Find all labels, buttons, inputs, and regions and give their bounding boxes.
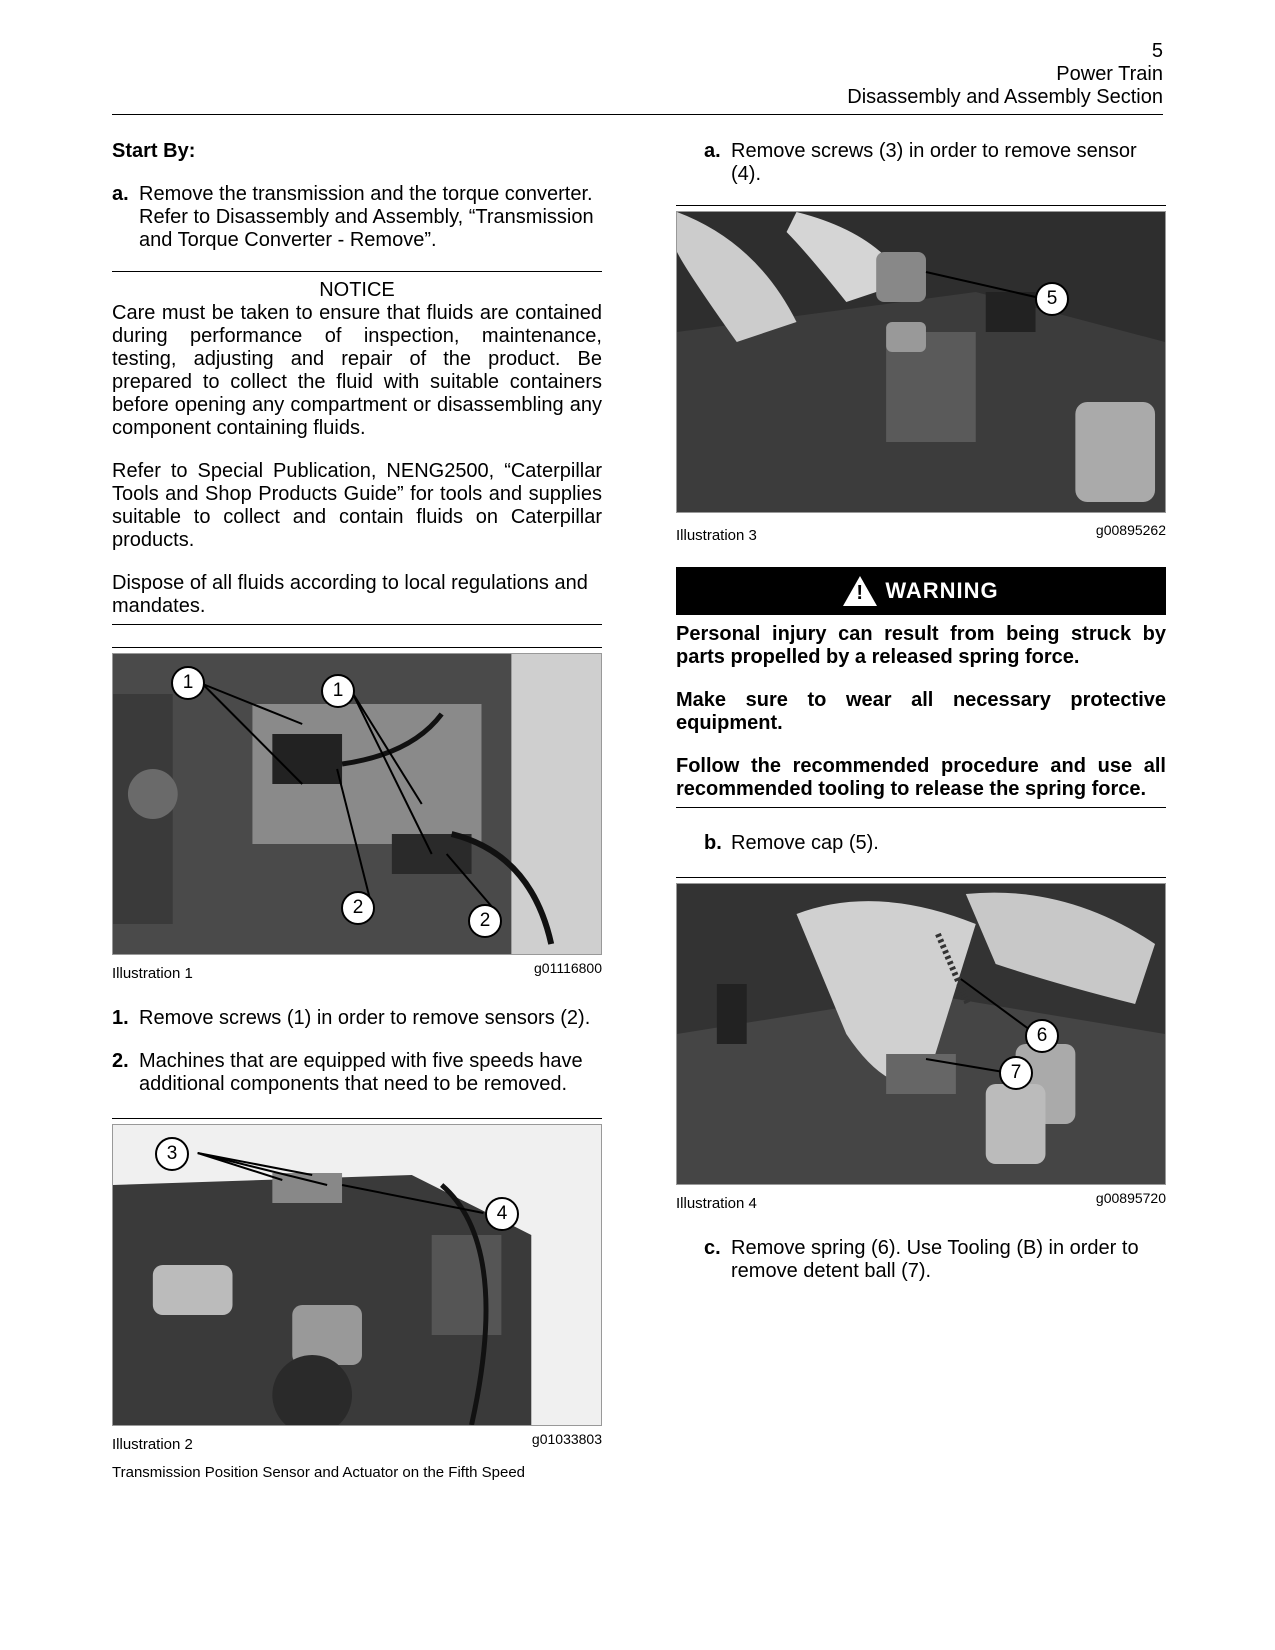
step-text: Remove the transmission and the torque converter. Refer to Disassembly and Assembly, “Transmission and Torque Converter - Remove”. [139,183,594,251]
step-label: a. [112,183,129,205]
figure3-rule [676,205,1166,206]
warning-paragraph-2: Make sure to wear all necessary protective equipment. [676,689,1166,734]
figure4-rule [676,877,1166,878]
notice-paragraph-3: Dispose of all fluids according to local regulations and mandates. [112,572,588,617]
step-text: Machines that are equipped with five speeds have additional components that need to be removed. [139,1050,583,1095]
callout-1b: 1 [321,674,355,708]
figure2-rule [112,1118,602,1119]
document-title: Power Train [1056,63,1163,85]
start-step [112,183,602,252]
illustration-code: g00895262 [1095,522,1166,538]
illustration-label: Illustration 1 [112,965,193,982]
notice-box [112,272,602,618]
illustration-code: g00895720 [1095,1190,1166,1206]
callout-6: 6 [1025,1019,1059,1053]
section-title: Disassembly and Assembly Section [847,86,1163,108]
left-column [112,140,602,1482]
warning-title: WARNING [885,578,999,603]
callout-4: 4 [485,1197,519,1231]
header-rule [112,114,1163,115]
step-text: Remove cap (5). [731,832,879,854]
illustration-2-subcaption: Transmission Position Sensor and Actuator on the Fifth Speed [112,1464,526,1481]
illustration-code: g01116800 [534,960,602,976]
illustration-3-image [676,211,1166,513]
illustration-3-caption [676,522,1166,545]
callout-1a: 1 [171,666,205,700]
step-label: a. [704,140,721,162]
warning-triangle-icon: ! [843,576,877,606]
step-text: Remove screws (3) in order to remove sensor (4). [731,140,1137,185]
step-a [704,140,1166,186]
illustration-label: Illustration 2 [112,1436,193,1453]
page-number: 5 [1151,40,1163,62]
callout-2b: 2 [468,904,502,938]
illustration-code: g01033803 [531,1431,602,1447]
step-1 [112,1007,602,1030]
illustration-2-caption [112,1431,602,1454]
callout-2a: 2 [341,891,375,925]
step-c [704,1237,1166,1283]
step-label: b. [704,832,722,854]
illustration-label: Illustration 4 [676,1195,757,1212]
illustration-4-image [676,883,1166,1185]
step-label: 1. [112,1007,129,1029]
illustration-1-caption [112,960,602,983]
warning-bottom-rule [676,807,1166,808]
figure1-rule [112,647,602,648]
notice-paragraph-2: Refer to Special Publication, NENG2500, “Caterpillar Tools and Shop Products Guide” for tools and supplies suitable to collect and contain fluids on Caterpillar products. [112,460,602,551]
callout-5: 5 [1035,282,1069,316]
start-by-heading: Start By: [112,140,196,162]
callout-3: 3 [155,1137,189,1171]
page-header [847,40,1163,109]
illustration-2-image [112,1124,602,1426]
notice-paragraph-1: Care must be taken to ensure that fluids are contained during performance of inspection, maintenance, testing, adjusting and repair of the product. Be prepared to collect the fluid with suitable containers before opening any compartment or disassembling any component containing fluids. [112,302,602,439]
warning-paragraph-3: Follow the recommended procedure and use all recommended tooling to release the spring force. [676,755,1166,800]
illustration-4-caption [676,1190,1166,1213]
step-text: Remove screws (1) in order to remove sensors (2). [139,1007,591,1029]
callout-7: 7 [999,1056,1033,1090]
step-label: 2. [112,1050,129,1072]
illustration-1-image [112,653,602,955]
warning-banner [676,567,1166,615]
step-label: c. [704,1237,721,1259]
illustration-label: Illustration 3 [676,527,757,544]
warning-paragraph-1: Personal injury can result from being struck by parts propelled by a released spring force. [676,623,1166,668]
right-column [676,140,1166,1283]
step-text: Remove spring (6). Use Tooling (B) in order to remove detent ball (7). [731,1237,1139,1282]
step-b [704,832,1166,855]
notice-title: NOTICE [319,279,395,301]
notice-bottom-rule [112,624,602,625]
step-2 [112,1050,602,1096]
